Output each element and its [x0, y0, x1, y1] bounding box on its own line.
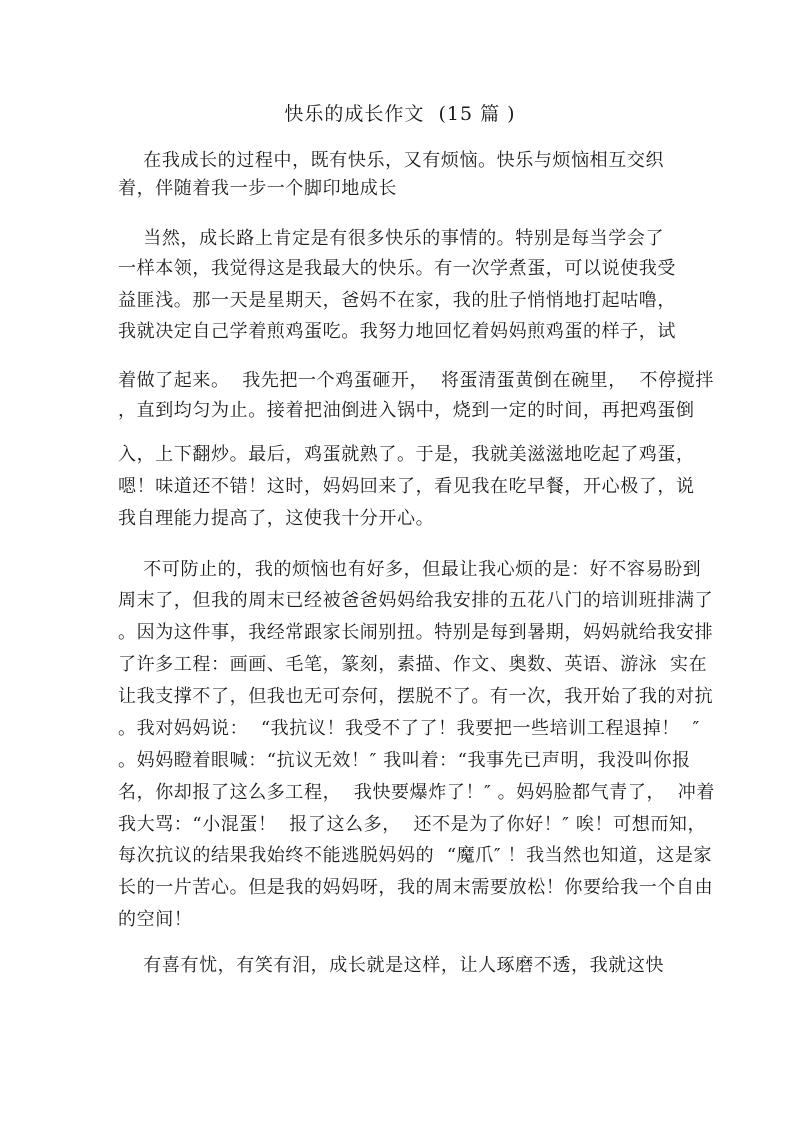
paragraph-line: ，直到均匀为止。接着把油倒进入锅中，烧到一定的时间，再把鸡蛋倒 [118, 400, 695, 421]
paragraph-line: 我自理能力提高了，这使我十分开心。 [118, 508, 435, 529]
paragraph-line: 让我支撑不了，但我也无可奈何，摆脱不了。有一次，我开始了我的对抗 [118, 686, 714, 707]
paragraph-line: 。妈妈瞪着眼喊：“抗议无效！″ 我叫着：“我事先已声明，我没叫你报 [118, 750, 691, 771]
paragraph-line: 在我成长的过程中，既有快乐，又有烦恼。快乐与烦恼相互交织 [118, 150, 665, 171]
paragraph-line: 嗯！味道还不错！这时，妈妈回来了，看见我在吃早餐，开心极了，说 [118, 476, 695, 497]
paragraph-line: 着做了起来。 我先把一个鸡蛋砸开， 将蛋清蛋黄倒在碗里， 不停搅拌 [118, 370, 714, 391]
paragraph-line: 益匪浅。那一天是星期天，爸妈不在家，我的肚子悄悄地打起咕噜， [118, 290, 676, 311]
paragraph-line: 我就决定自己学着煎鸡蛋吃。我努力地回忆着妈妈煎鸡蛋的样子，试 [118, 321, 676, 342]
paragraph-line: 名，你却报了这么多工程， 我快要爆炸了！″ 。妈妈脸都气青了， 冲着 [118, 782, 715, 803]
paragraph-line: 。我对妈妈说： “我抗议！我受不了了！我要把一些培训工程退掉！ ″ [118, 718, 700, 739]
paragraph-line: 入，上下翻炒。最后，鸡蛋就熟了。于是，我就美滋滋地吃起了鸡蛋， [118, 444, 695, 465]
paragraph-line: 我大骂：“小混蛋！ 报了这么多， 还不是为了你好！″ 唉！可想而知， [118, 814, 707, 835]
paragraph-line: 周末了，但我的周末已经被爸爸妈妈给我安排的五花八门的培训班排满了 [118, 590, 714, 611]
document-title: 快乐的成长作文 (15 篇 ) [284, 103, 516, 125]
paragraph-line: 长的一片苦心。但是我的妈妈呀，我的周末需要放松！你要给我一个自由 [118, 877, 714, 898]
paragraph-line: 每次抗议的结果我始终不能逃脱妈妈的 “魔爪″ ！我当然也知道，这是家 [118, 845, 713, 866]
paragraph-line: 当然，成长路上肯定是有很多快乐的事情的。特别是每当学会了 [118, 228, 665, 249]
paragraph-line: 一样本领，我觉得这是我最大的快乐。有一次学煮蛋，可以说使我受 [118, 258, 676, 279]
paragraph-line: 不可防止的，我的烦恼也有好多，但最让我心烦的是：好不容易盼到 [118, 559, 702, 580]
paragraph-line: 的空间！ [118, 909, 193, 930]
paragraph-line: 了许多工程：画画、毛笔，篆刻，素描、作文、奥数、英语、游泳 实在 [118, 654, 708, 675]
paragraph-line: 。因为这件事，我经常跟家长闹别扭。特别是每到暑期，妈妈就给我安排 [118, 622, 714, 643]
paragraph-line: 有喜有忧，有笑有泪，成长就是这样，让人琢磨不透，我就这快 [118, 955, 665, 976]
paragraph-line: 着，伴随着我一步一个脚印地成长 [118, 178, 397, 199]
